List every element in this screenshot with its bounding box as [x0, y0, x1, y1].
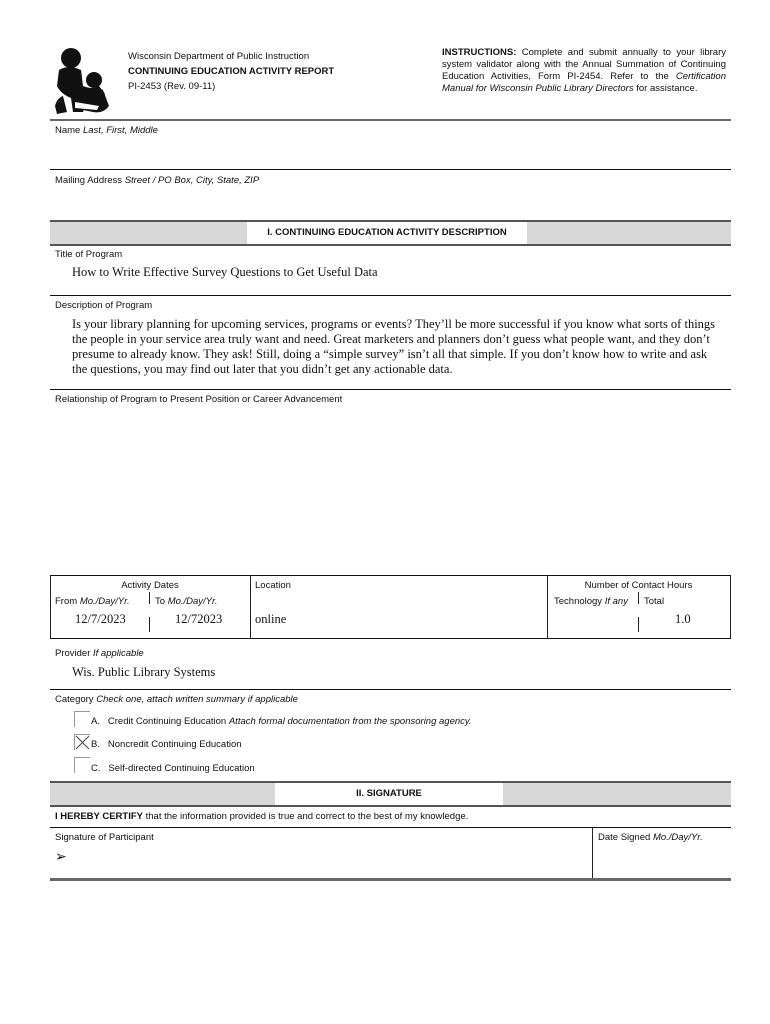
agency-name: Wisconsin Department of Public Instruction	[128, 51, 310, 62]
category-a-option: A. Credit Continuing Education Attach formal documentation from the sponsoring agency.	[91, 716, 472, 727]
section-2-header	[50, 781, 731, 807]
section-1-title: I. CONTINUING EDUCATION ACTIVITY DESCRIPTION	[247, 222, 527, 244]
form-number: PI-2453 (Rev. 09-11)	[128, 81, 216, 92]
activity-dates-label: Activity Dates	[121, 580, 179, 591]
section-2-title: II. SIGNATURE	[275, 783, 503, 805]
location-label: Location	[255, 580, 291, 591]
signature-label: Signature of Participant	[55, 832, 154, 843]
date-signed-label: Date Signed Mo./Day/Yr.	[598, 832, 703, 843]
address-field[interactable]	[70, 190, 720, 216]
category-c-checkbox[interactable]	[74, 757, 90, 773]
section-1-header	[50, 220, 731, 246]
to-label: To Mo./Day/Yr.	[155, 596, 218, 607]
program-description-field[interactable]: Is your library planning for upcoming services, programs or events? They’ll be more successful if you know what sorts of things the people in your service area truly want and need. Great marketers and planners don’t guess what people want, and they don’t presume to already know. They ask! Still, doing a “simple survey” isn’t all that simple. If you don’t know how to write and ask the questions, you may find out later that you didn’t get any actionable data.	[72, 317, 716, 376]
technology-label: Technology If any	[554, 596, 628, 607]
dpi-logo-icon	[53, 46, 119, 116]
instructions-label: INSTRUCTIONS:	[442, 47, 517, 58]
category-c-option: C. Self-directed Continuing Education	[91, 763, 255, 774]
name-field[interactable]	[70, 140, 720, 166]
category-b-option: B. Noncredit Continuing Education	[91, 739, 242, 750]
date-signed-field[interactable]	[598, 846, 726, 876]
to-date-field[interactable]: 12/72023	[175, 612, 223, 626]
title-label: Title of Program	[55, 249, 123, 260]
from-label: From Mo./Day/Yr.	[55, 596, 130, 607]
category-a-checkbox[interactable]	[74, 711, 90, 727]
signature-arrow-icon: ➢	[55, 849, 67, 865]
relationship-label: Relationship of Program to Present Position or Career Advancement	[55, 394, 343, 405]
total-label: Total	[644, 596, 665, 607]
from-date-field[interactable]: 12/7/2023	[75, 612, 126, 626]
certify-statement: I HEREBY CERTIFY that the information provided is true and correct to the best of my knowledge.	[55, 811, 469, 822]
category-label: Category Check one, attach written summary if applicable	[55, 694, 298, 705]
category-b-checkbox[interactable]	[74, 734, 90, 750]
contact-hours-label: Number of Contact Hours	[584, 580, 693, 591]
program-title-field[interactable]: How to Write Effective Survey Questions to Get Useful Data	[72, 265, 378, 279]
provider-label: Provider If applicable	[55, 648, 144, 659]
relationship-field[interactable]	[72, 410, 722, 570]
address-label: Mailing Address Street / PO Box, City, State, ZIP	[55, 175, 260, 186]
instructions-manual: Certification Manual for Wisconsin Public Library Directors	[442, 71, 726, 94]
description-label: Description of Program	[55, 300, 153, 311]
total-hours-field[interactable]: 1.0	[675, 612, 691, 626]
instructions	[442, 47, 726, 95]
provider-field[interactable]: Wis. Public Library Systems	[72, 665, 216, 679]
form-title: CONTINUING EDUCATION ACTIVITY REPORT	[128, 66, 335, 77]
instructions-text: Complete and submit annually to your library system validator along with the Annual Summation of Continuing Education Activities, Form PI-2454. Refer to the	[442, 47, 727, 82]
instructions-text-end: for assistance.	[636, 83, 698, 94]
check-x-icon	[75, 735, 90, 750]
location-field[interactable]: online	[255, 612, 287, 626]
name-label: Name Last, First, Middle	[55, 125, 158, 136]
signature-field[interactable]	[75, 846, 580, 876]
